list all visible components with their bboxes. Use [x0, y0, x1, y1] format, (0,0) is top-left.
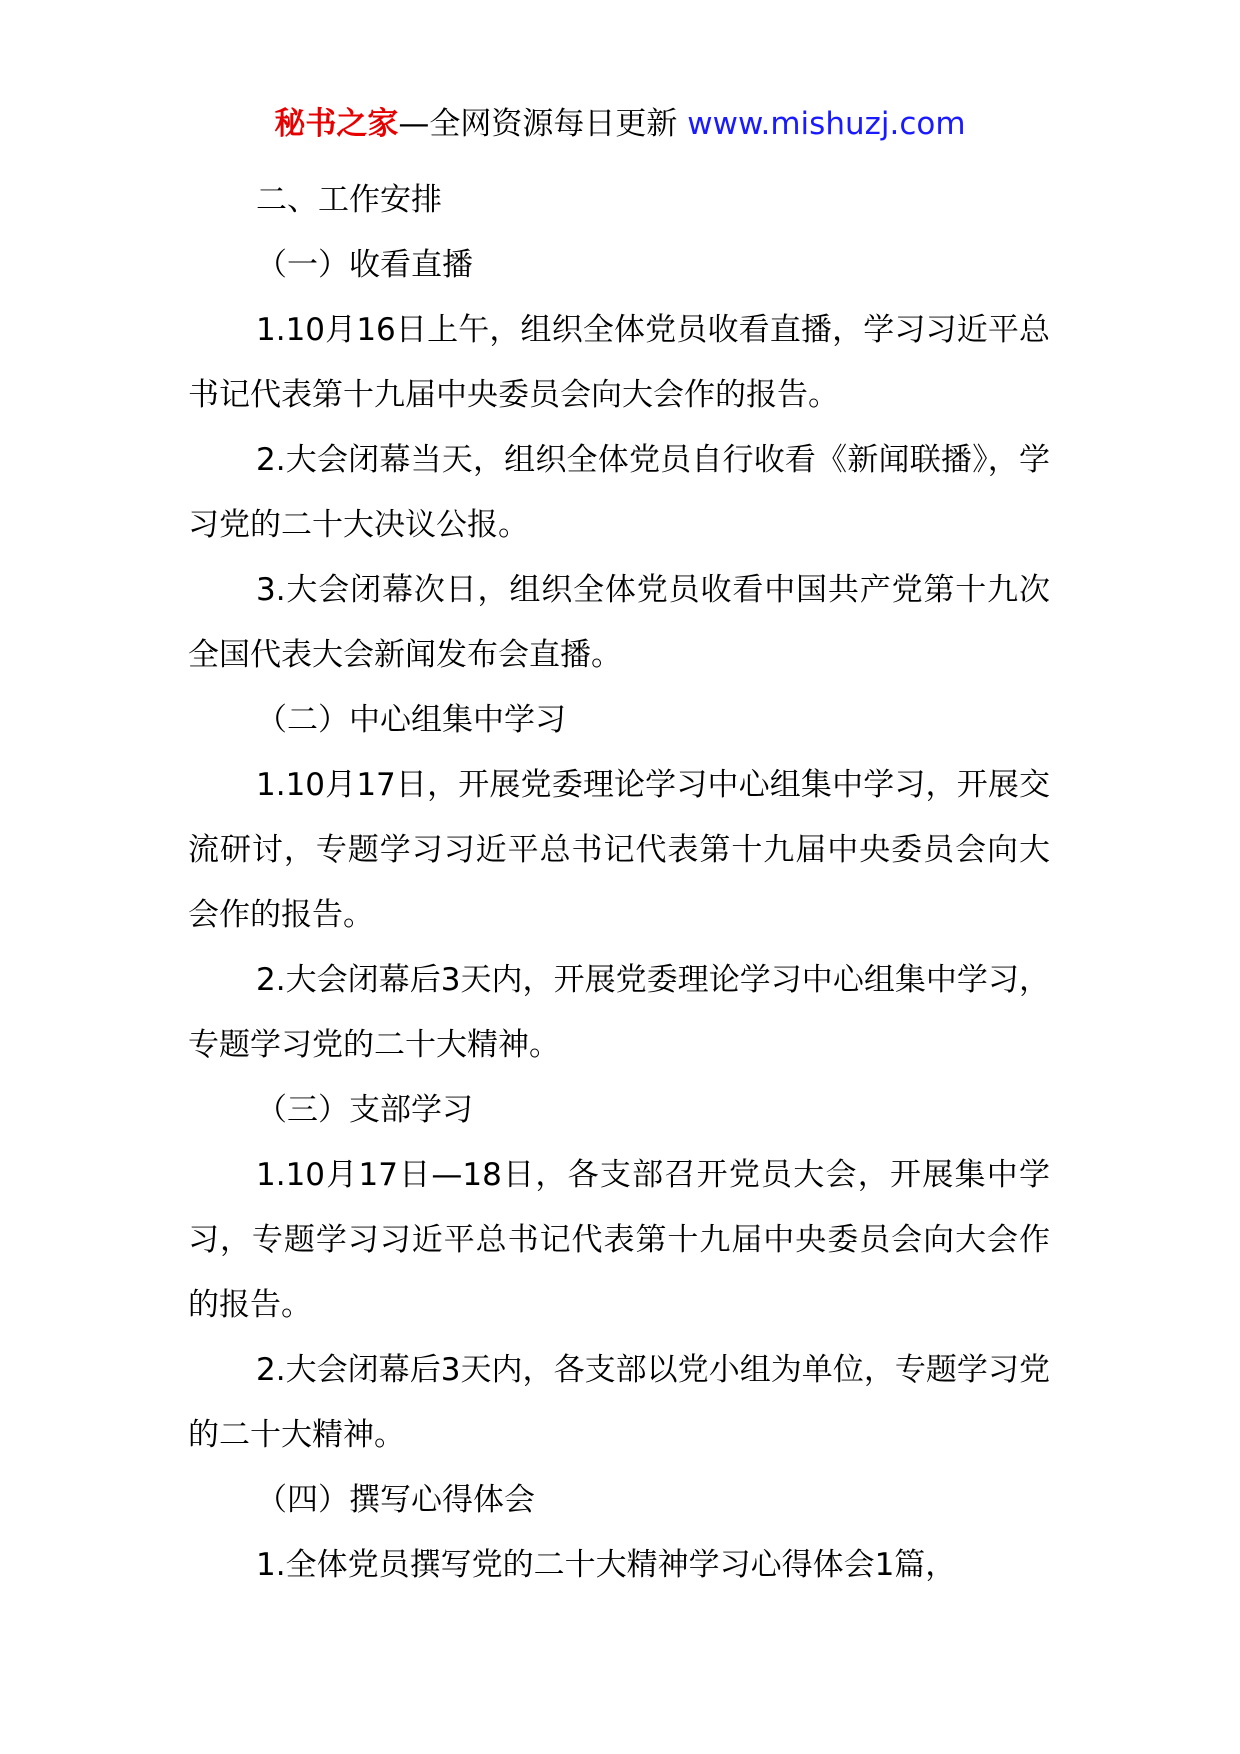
body-paragraph: 1.10月17日—18日，各支部召开党员大会，开展集中学习，专题学习习近平总书记代表第十九届中央委员会向大会作的报告。: [188, 1157, 1050, 1323]
body-paragraph: 2.大会闭幕后3天内，各支部以党小组为单位，专题学习党的二十大精神。: [188, 1352, 1050, 1453]
body-paragraph: 1.10月16日上午，组织全体党员收看直播，学习习近平总书记代表第十九届中央委员会向大会作的报告。: [188, 312, 1050, 413]
subsection-heading: （一）收看直播: [256, 247, 473, 283]
body-paragraph: 2.大会闭幕后3天内，开展党委理论学习中心组集中学习，专题学习党的二十大精神。: [188, 962, 1050, 1063]
header-brand: 秘书之家: [274, 106, 399, 142]
subsection-heading: （四）撰写心得体会: [256, 1482, 535, 1518]
body-paragraph: 2.大会闭幕当天，组织全体党员自行收看《新闻联播》，学习党的二十大决议公报。: [188, 442, 1050, 543]
body-paragraph: 3.大会闭幕次日，组织全体党员收看中国共产党第十九次全国代表大会新闻发布会直播。: [188, 572, 1050, 673]
body-paragraph: 1.10月17日，开展党委理论学习中心组集中学习，开展交流研讨，专题学习习近平总书记代表第十九届中央委员会向大会作的报告。: [188, 767, 1050, 933]
watermark-header: [0, 102, 1240, 146]
subsection-heading: （三）支部学习: [256, 1092, 473, 1128]
section-heading: 二、工作安排: [256, 182, 442, 218]
subsection-heading: （二）中心组集中学习: [256, 702, 566, 738]
body-paragraph: 1.全体党员撰写党的二十大精神学习心得体会1篇，: [256, 1547, 957, 1583]
header-url-link[interactable]: www.mishuzj.com: [687, 106, 966, 142]
document-body: [188, 168, 1050, 1598]
header-slogan: —全网资源每日更新: [398, 106, 678, 142]
